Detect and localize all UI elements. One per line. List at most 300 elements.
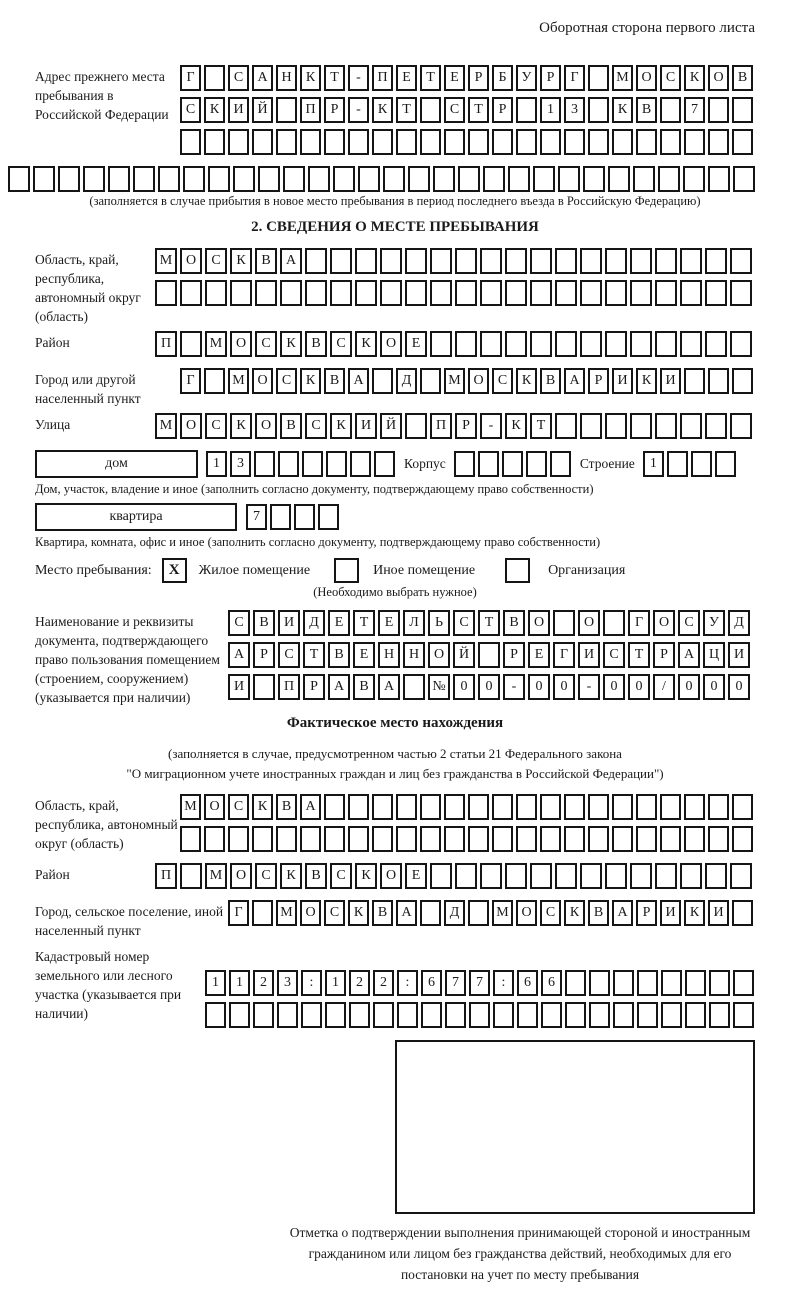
char-cell[interactable] [605, 863, 627, 889]
checkbox-organizatsiya[interactable] [505, 558, 530, 583]
char-cell[interactable] [324, 794, 345, 820]
char-cell[interactable]: А [378, 674, 400, 700]
char-cell[interactable]: С [603, 642, 625, 668]
char-cell[interactable] [420, 129, 441, 155]
char-cell[interactable] [420, 794, 441, 820]
char-cell[interactable] [458, 166, 480, 192]
char-cell[interactable] [660, 826, 681, 852]
char-cell[interactable]: К [300, 368, 321, 394]
char-cell[interactable] [530, 863, 552, 889]
char-cell[interactable] [444, 129, 465, 155]
char-cell[interactable]: Г [628, 610, 650, 636]
char-cell[interactable] [408, 166, 430, 192]
char-cell[interactable]: 0 [703, 674, 725, 700]
char-cell[interactable] [533, 166, 555, 192]
char-cell[interactable] [583, 166, 605, 192]
char-cell[interactable] [580, 331, 602, 357]
char-cell[interactable]: И [728, 642, 750, 668]
char-cell[interactable] [589, 970, 610, 996]
char-cell[interactable]: О [180, 413, 202, 439]
char-cell[interactable] [708, 368, 729, 394]
char-cell[interactable]: П [372, 65, 393, 91]
char-cell[interactable] [530, 331, 552, 357]
char-cell[interactable] [301, 1002, 322, 1028]
char-cell[interactable] [630, 331, 652, 357]
char-cell[interactable] [683, 166, 705, 192]
char-cell[interactable]: 2 [349, 970, 370, 996]
char-cell[interactable]: Г [553, 642, 575, 668]
char-cell[interactable] [372, 368, 393, 394]
char-cell[interactable]: С [660, 65, 681, 91]
char-cell[interactable] [605, 248, 627, 274]
char-cell[interactable] [58, 166, 80, 192]
char-cell[interactable] [705, 280, 727, 306]
char-cell[interactable]: В [588, 900, 609, 926]
char-cell[interactable] [280, 280, 302, 306]
char-cell[interactable]: И [228, 674, 250, 700]
char-cell[interactable] [204, 826, 225, 852]
char-cell[interactable] [318, 504, 339, 530]
char-cell[interactable] [708, 129, 729, 155]
char-cell[interactable] [680, 331, 702, 357]
char-cell[interactable]: С [180, 97, 201, 123]
char-cell[interactable] [158, 166, 180, 192]
char-cell[interactable] [349, 1002, 370, 1028]
char-cell[interactable] [253, 674, 275, 700]
char-cell[interactable]: В [255, 248, 277, 274]
char-cell[interactable] [383, 166, 405, 192]
char-cell[interactable] [630, 863, 652, 889]
char-cell[interactable] [205, 1002, 226, 1028]
char-cell[interactable]: 1 [205, 970, 226, 996]
char-cell[interactable] [397, 1002, 418, 1028]
char-cell[interactable]: О [230, 863, 252, 889]
char-cell[interactable]: 0 [453, 674, 475, 700]
char-cell[interactable] [555, 280, 577, 306]
char-cell[interactable]: К [280, 331, 302, 357]
char-cell[interactable]: А [228, 642, 250, 668]
char-cell[interactable]: № [428, 674, 450, 700]
char-cell[interactable] [330, 248, 352, 274]
char-cell[interactable] [558, 166, 580, 192]
char-cell[interactable] [516, 794, 537, 820]
char-cell[interactable]: К [684, 900, 705, 926]
char-cell[interactable]: А [328, 674, 350, 700]
char-cell[interactable]: Д [728, 610, 750, 636]
char-cell[interactable] [308, 166, 330, 192]
char-cell[interactable]: В [253, 610, 275, 636]
char-cell[interactable]: С [228, 65, 249, 91]
char-cell[interactable] [708, 794, 729, 820]
char-cell[interactable] [612, 826, 633, 852]
char-cell[interactable] [660, 129, 681, 155]
char-cell[interactable]: О [708, 65, 729, 91]
char-cell[interactable] [8, 166, 30, 192]
char-cell[interactable] [421, 1002, 442, 1028]
char-cell[interactable] [680, 863, 702, 889]
char-cell[interactable] [732, 368, 753, 394]
char-cell[interactable]: - [480, 413, 502, 439]
char-cell[interactable] [553, 610, 575, 636]
char-cell[interactable] [580, 863, 602, 889]
char-cell[interactable] [540, 826, 561, 852]
char-cell[interactable] [372, 129, 393, 155]
char-cell[interactable]: Е [405, 331, 427, 357]
char-cell[interactable]: О [255, 413, 277, 439]
char-cell[interactable] [705, 413, 727, 439]
char-cell[interactable]: Б [492, 65, 513, 91]
char-cell[interactable] [294, 504, 315, 530]
char-cell[interactable]: С [255, 863, 277, 889]
char-cell[interactable] [305, 280, 327, 306]
char-cell[interactable]: Н [378, 642, 400, 668]
char-cell[interactable]: И [228, 97, 249, 123]
char-cell[interactable]: В [280, 413, 302, 439]
char-cell[interactable] [254, 451, 275, 477]
char-cell[interactable] [455, 331, 477, 357]
char-cell[interactable]: С [492, 368, 513, 394]
char-cell[interactable] [420, 900, 441, 926]
char-cell[interactable]: К [612, 97, 633, 123]
char-cell[interactable]: В [305, 331, 327, 357]
char-cell[interactable] [133, 166, 155, 192]
char-cell[interactable]: А [280, 248, 302, 274]
char-cell[interactable]: М [444, 368, 465, 394]
char-cell[interactable] [180, 331, 202, 357]
char-cell[interactable] [430, 863, 452, 889]
char-cell[interactable]: Л [403, 610, 425, 636]
char-cell[interactable] [555, 863, 577, 889]
char-cell[interactable] [480, 280, 502, 306]
char-cell[interactable]: А [678, 642, 700, 668]
char-cell[interactable] [372, 826, 393, 852]
char-cell[interactable]: 7 [469, 970, 490, 996]
char-cell[interactable]: С [540, 900, 561, 926]
char-cell[interactable]: С [205, 248, 227, 274]
char-cell[interactable] [348, 794, 369, 820]
char-cell[interactable] [276, 826, 297, 852]
char-cell[interactable]: - [348, 65, 369, 91]
char-cell[interactable]: 7 [246, 504, 267, 530]
char-cell[interactable] [445, 1002, 466, 1028]
char-cell[interactable]: Г [228, 900, 249, 926]
char-cell[interactable] [517, 1002, 538, 1028]
char-cell[interactable]: Е [378, 610, 400, 636]
char-cell[interactable]: Д [303, 610, 325, 636]
char-cell[interactable] [492, 826, 513, 852]
char-cell[interactable] [684, 129, 705, 155]
char-cell[interactable]: Е [353, 642, 375, 668]
char-cell[interactable]: К [252, 794, 273, 820]
char-cell[interactable]: Т [468, 97, 489, 123]
char-cell[interactable]: : [301, 970, 322, 996]
char-cell[interactable]: М [205, 863, 227, 889]
char-cell[interactable]: Р [653, 642, 675, 668]
char-cell[interactable] [613, 970, 634, 996]
char-cell[interactable]: Р [468, 65, 489, 91]
char-cell[interactable] [732, 794, 753, 820]
char-cell[interactable] [630, 413, 652, 439]
char-cell[interactable]: 0 [678, 674, 700, 700]
char-cell[interactable]: И [278, 610, 300, 636]
house-type-box[interactable]: дом [35, 450, 198, 478]
char-cell[interactable] [684, 368, 705, 394]
char-cell[interactable]: 0 [628, 674, 650, 700]
char-cell[interactable] [405, 280, 427, 306]
char-cell[interactable]: 2 [373, 970, 394, 996]
char-cell[interactable]: У [703, 610, 725, 636]
char-cell[interactable]: 1 [229, 970, 250, 996]
char-cell[interactable] [715, 451, 736, 477]
char-cell[interactable] [230, 280, 252, 306]
char-cell[interactable] [730, 863, 752, 889]
char-cell[interactable]: Г [180, 65, 201, 91]
char-cell[interactable]: 7 [445, 970, 466, 996]
char-cell[interactable]: Й [252, 97, 273, 123]
char-cell[interactable] [605, 280, 627, 306]
char-cell[interactable]: В [636, 97, 657, 123]
char-cell[interactable]: О [180, 248, 202, 274]
char-cell[interactable] [330, 280, 352, 306]
char-cell[interactable] [564, 794, 585, 820]
char-cell[interactable] [605, 413, 627, 439]
char-cell[interactable] [468, 129, 489, 155]
char-cell[interactable] [580, 413, 602, 439]
char-cell[interactable] [612, 794, 633, 820]
char-cell[interactable] [685, 1002, 706, 1028]
char-cell[interactable] [326, 451, 347, 477]
char-cell[interactable] [380, 248, 402, 274]
char-cell[interactable] [480, 863, 502, 889]
char-cell[interactable]: 6 [541, 970, 562, 996]
char-cell[interactable]: 3 [277, 970, 298, 996]
char-cell[interactable] [555, 413, 577, 439]
char-cell[interactable] [430, 280, 452, 306]
char-cell[interactable] [396, 794, 417, 820]
char-cell[interactable]: М [205, 331, 227, 357]
char-cell[interactable] [355, 280, 377, 306]
char-cell[interactable] [505, 248, 527, 274]
char-cell[interactable]: О [428, 642, 450, 668]
char-cell[interactable]: С [678, 610, 700, 636]
char-cell[interactable] [348, 129, 369, 155]
char-cell[interactable] [684, 794, 705, 820]
char-cell[interactable] [405, 413, 427, 439]
char-cell[interactable]: 0 [553, 674, 575, 700]
char-cell[interactable]: 7 [684, 97, 705, 123]
char-cell[interactable] [374, 451, 395, 477]
char-cell[interactable] [612, 129, 633, 155]
char-cell[interactable]: Т [628, 642, 650, 668]
char-cell[interactable]: Т [353, 610, 375, 636]
char-cell[interactable]: К [300, 65, 321, 91]
char-cell[interactable]: О [380, 331, 402, 357]
char-cell[interactable] [252, 129, 273, 155]
char-cell[interactable]: С [228, 794, 249, 820]
char-cell[interactable] [255, 280, 277, 306]
char-cell[interactable] [608, 166, 630, 192]
char-cell[interactable]: : [397, 970, 418, 996]
char-cell[interactable]: 6 [517, 970, 538, 996]
char-cell[interactable] [705, 863, 727, 889]
char-cell[interactable]: Й [453, 642, 475, 668]
char-cell[interactable]: А [564, 368, 585, 394]
char-cell[interactable] [468, 826, 489, 852]
char-cell[interactable]: Е [528, 642, 550, 668]
char-cell[interactable]: П [155, 331, 177, 357]
char-cell[interactable] [733, 1002, 754, 1028]
char-cell[interactable]: Р [253, 642, 275, 668]
char-cell[interactable] [455, 280, 477, 306]
char-cell[interactable]: Г [564, 65, 585, 91]
char-cell[interactable] [684, 826, 705, 852]
char-cell[interactable] [636, 826, 657, 852]
char-cell[interactable] [667, 451, 688, 477]
char-cell[interactable]: М [276, 900, 297, 926]
char-cell[interactable]: К [505, 413, 527, 439]
char-cell[interactable] [396, 826, 417, 852]
char-cell[interactable] [350, 451, 371, 477]
char-cell[interactable]: В [276, 794, 297, 820]
char-cell[interactable] [565, 1002, 586, 1028]
char-cell[interactable]: 1 [325, 970, 346, 996]
char-cell[interactable]: К [564, 900, 585, 926]
char-cell[interactable]: В [372, 900, 393, 926]
char-cell[interactable] [469, 1002, 490, 1028]
char-cell[interactable] [733, 166, 755, 192]
char-cell[interactable] [480, 248, 502, 274]
char-cell[interactable] [405, 248, 427, 274]
char-cell[interactable] [730, 280, 752, 306]
char-cell[interactable] [324, 826, 345, 852]
char-cell[interactable]: Т [478, 610, 500, 636]
char-cell[interactable] [655, 280, 677, 306]
char-cell[interactable] [526, 451, 547, 477]
char-cell[interactable]: С [205, 413, 227, 439]
char-cell[interactable] [588, 65, 609, 91]
char-cell[interactable]: В [732, 65, 753, 91]
char-cell[interactable]: 1 [540, 97, 561, 123]
char-cell[interactable]: П [300, 97, 321, 123]
char-cell[interactable]: 0 [603, 674, 625, 700]
char-cell[interactable]: 2 [253, 970, 274, 996]
char-cell[interactable] [455, 248, 477, 274]
char-cell[interactable]: - [348, 97, 369, 123]
char-cell[interactable] [204, 129, 225, 155]
char-cell[interactable] [276, 97, 297, 123]
char-cell[interactable]: К [230, 413, 252, 439]
char-cell[interactable]: 0 [478, 674, 500, 700]
char-cell[interactable] [270, 504, 291, 530]
char-cell[interactable] [637, 970, 658, 996]
char-cell[interactable] [691, 451, 712, 477]
char-cell[interactable] [630, 248, 652, 274]
char-cell[interactable]: В [328, 642, 350, 668]
char-cell[interactable] [276, 129, 297, 155]
char-cell[interactable] [430, 331, 452, 357]
char-cell[interactable]: А [348, 368, 369, 394]
char-cell[interactable]: С [324, 900, 345, 926]
char-cell[interactable]: С [255, 331, 277, 357]
char-cell[interactable] [283, 166, 305, 192]
char-cell[interactable] [660, 97, 681, 123]
char-cell[interactable] [468, 794, 489, 820]
char-cell[interactable]: Е [444, 65, 465, 91]
char-cell[interactable]: М [180, 794, 201, 820]
char-cell[interactable] [588, 97, 609, 123]
char-cell[interactable]: Г [180, 368, 201, 394]
char-cell[interactable]: О [300, 900, 321, 926]
char-cell[interactable] [685, 970, 706, 996]
char-cell[interactable]: К [636, 368, 657, 394]
char-cell[interactable]: М [228, 368, 249, 394]
char-cell[interactable]: Н [403, 642, 425, 668]
char-cell[interactable] [180, 863, 202, 889]
char-cell[interactable]: А [612, 900, 633, 926]
char-cell[interactable] [380, 280, 402, 306]
char-cell[interactable] [555, 248, 577, 274]
char-cell[interactable]: А [300, 794, 321, 820]
char-cell[interactable]: М [492, 900, 513, 926]
char-cell[interactable]: 1 [206, 451, 227, 477]
char-cell[interactable]: К [355, 863, 377, 889]
char-cell[interactable] [530, 248, 552, 274]
char-cell[interactable] [505, 863, 527, 889]
char-cell[interactable]: К [516, 368, 537, 394]
char-cell[interactable] [708, 826, 729, 852]
char-cell[interactable]: И [708, 900, 729, 926]
char-cell[interactable] [108, 166, 130, 192]
char-cell[interactable]: О [380, 863, 402, 889]
char-cell[interactable] [708, 97, 729, 123]
char-cell[interactable]: Р [492, 97, 513, 123]
char-cell[interactable] [358, 166, 380, 192]
char-cell[interactable]: Ь [428, 610, 450, 636]
char-cell[interactable]: С [228, 610, 250, 636]
char-cell[interactable] [33, 166, 55, 192]
char-cell[interactable] [580, 280, 602, 306]
char-cell[interactable] [258, 166, 280, 192]
char-cell[interactable] [229, 1002, 250, 1028]
char-cell[interactable] [454, 451, 475, 477]
char-cell[interactable]: С [330, 863, 352, 889]
char-cell[interactable]: Ц [703, 642, 725, 668]
char-cell[interactable] [180, 129, 201, 155]
char-cell[interactable] [709, 1002, 730, 1028]
char-cell[interactable]: К [204, 97, 225, 123]
char-cell[interactable]: Е [328, 610, 350, 636]
char-cell[interactable]: И [660, 900, 681, 926]
char-cell[interactable]: О [252, 368, 273, 394]
char-cell[interactable] [709, 970, 730, 996]
char-cell[interactable] [403, 674, 425, 700]
char-cell[interactable]: Д [396, 368, 417, 394]
char-cell[interactable]: Р [324, 97, 345, 123]
char-cell[interactable] [730, 248, 752, 274]
char-cell[interactable] [372, 794, 393, 820]
char-cell[interactable] [658, 166, 680, 192]
char-cell[interactable] [516, 97, 537, 123]
char-cell[interactable]: К [280, 863, 302, 889]
char-cell[interactable] [564, 826, 585, 852]
char-cell[interactable]: С [330, 331, 352, 357]
char-cell[interactable] [541, 1002, 562, 1028]
char-cell[interactable] [478, 642, 500, 668]
char-cell[interactable]: С [276, 368, 297, 394]
char-cell[interactable]: Р [503, 642, 525, 668]
char-cell[interactable] [233, 166, 255, 192]
char-cell[interactable] [655, 248, 677, 274]
